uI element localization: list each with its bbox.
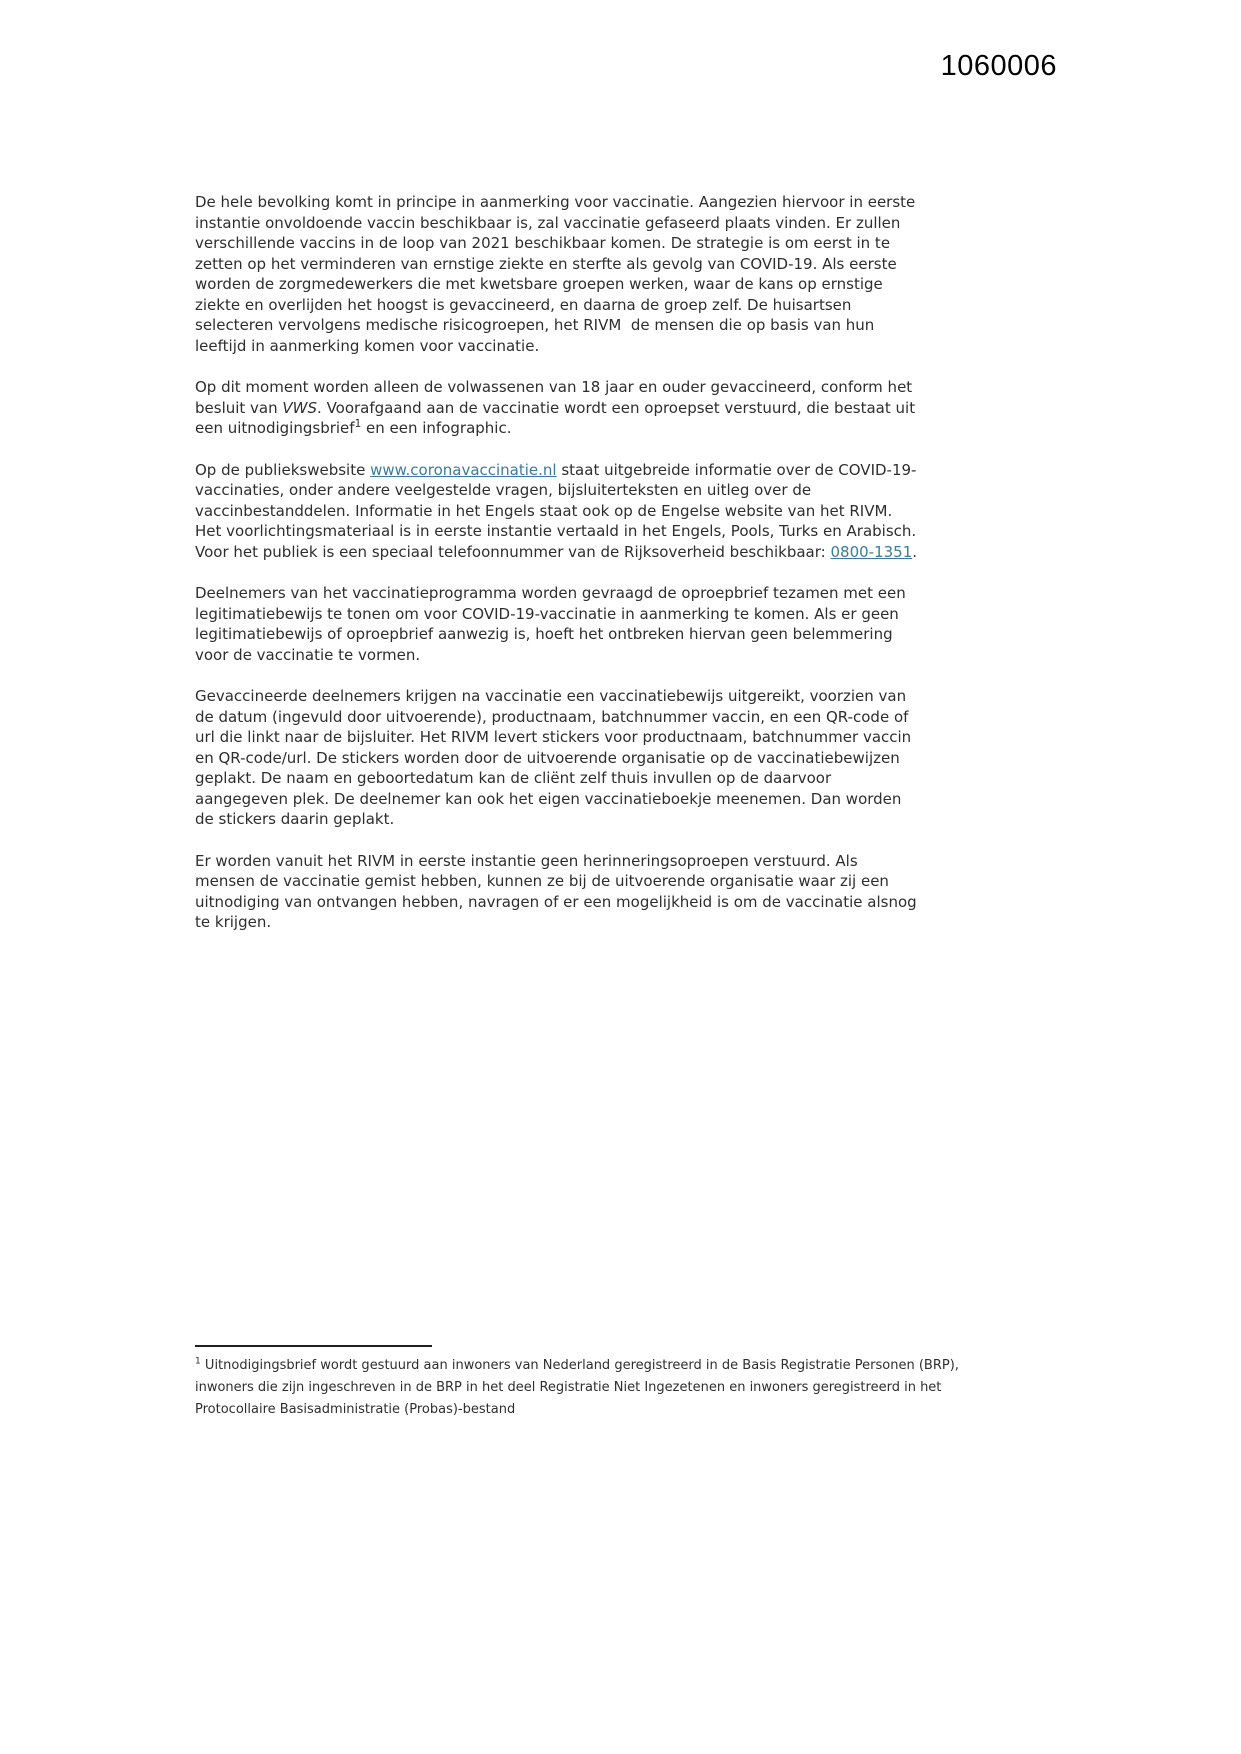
footnote-ref: 1 bbox=[195, 1356, 201, 1367]
paragraph bbox=[195, 686, 919, 830]
text-run: Uitnodigingsbrief wordt gestuurd aan inwoners van Nederland geregistreerd in de Basis Registratie Personen (BRP), inwoners die zijn ingeschreven in de BRP in het deel Registratie Niet Ingezetenen en inwoners geregistreerd in het Protocollaire Basisadministratie (Probas)-bestand bbox=[195, 1358, 959, 1417]
text-run: staat uitgebreide informatie over de COVID-19-vaccinaties, onder andere veelgestelde vragen, bijsluiterteksten en uitleg over de vaccinbestanddelen. Informatie in het Engels staat ook op de Engelse website van het RIVM. Het voorlichtingsmateriaal is in eerste instantie vertaald in het Engels, Pools, Turks en Arabisch. Voor het publiek is een speciaal telefoonnummer van de Rijksoverheid beschikbaar: bbox=[195, 460, 917, 561]
text-run: . Voorafgaand aan de vaccinatie wordt een oproepset verstuurd, die bestaat uit een uitnodigingsbrief bbox=[195, 398, 916, 437]
footnote-text bbox=[195, 1355, 1007, 1421]
text-run: Op dit moment worden alleen de volwassenen van 18 jaar en ouder gevaccineerd, conform het besluit van bbox=[195, 378, 913, 417]
text-run: De hele bevolking komt in principe in aanmerking voor vaccinatie. Aangezien hiervoor in eerste instantie onvoldoende vaccin beschikbaar is, zal vaccinatie gefaseerd plaats vinden. Er zullen verschillende vaccins in de loop van 2021 beschikbaar komen. De strategie is om eerst in te zetten op het verminderen van ernstige ziekte en sterfte als gevolg van COVID-19. Als eerste worden de zorgmedewerkers die met kwetsbare groepen werken, waar de kans op ernstige ziekte en overlijden het hoogst is gevaccineerd, en daarna de groep zelf. De huisartsen selecteren vervolgens medische risicogroepen, het RIVM de mensen die op basis van hun leeftijd in aanmerking komen voor vaccinatie. bbox=[195, 193, 916, 355]
text-run: en een infographic. bbox=[361, 419, 512, 437]
footnote-ref: 1 bbox=[354, 418, 362, 430]
paragraph bbox=[195, 851, 919, 933]
text-run: Er worden vanuit het RIVM in eerste instantie geen herinneringsoproepen verstuurd. Als mensen de vaccinatie gemist hebben, kunnen ze bij de uitvoerende organisatie waar zij een uitnodiging van ontvangen hebben, navragen of er een mogelijkheid is om de vaccinatie alsnog te krijgen. bbox=[195, 851, 917, 931]
footnote bbox=[195, 1345, 1007, 1421]
paragraph bbox=[195, 583, 919, 665]
footnote-separator bbox=[195, 1345, 432, 1347]
text-run: Op de publiekswebsite bbox=[195, 460, 371, 479]
website-link[interactable]: www.coronavaccinatie.nl bbox=[370, 460, 557, 479]
page-number: 1060006 bbox=[940, 50, 1057, 82]
text-run: . bbox=[912, 542, 918, 561]
paragraph bbox=[195, 460, 919, 563]
phone-link[interactable]: 0800-1351 bbox=[830, 542, 913, 561]
text-run: Gevaccineerde deelnemers krijgen na vaccinatie een vaccinatiebewijs uitgereikt, voorzien van de datum (ingevuld door uitvoerende), productnaam, batchnummer vaccin, en een QR-code of url die linkt naar de bijsluiter. Het RIVM levert stickers voor productnaam, batchnummer vaccin en QR-code/url. De stickers worden door de uitvoerende organisatie op de vaccinatiebewijzen geplakt. De naam en geboortedatum kan de cliënt zelf thuis invullen op de daarvoor aangegeven plek. De deelnemer kan ook het eigen vaccinatieboekje meenemen. Dan worden de stickers daarin geplakt. bbox=[195, 687, 912, 828]
text-run: Deelnemers van het vaccinatieprogramma worden gevraagd de oproepbrief tezamen met een legitimatiebewijs te tonen om voor COVID-19-vaccinatie in aanmerking te komen. Als er geen legitimatiebewijs of oproepbrief aanwezig is, hoeft het ontbreken hiervan geen belemmering voor de vaccinatie te vormen. bbox=[195, 584, 906, 664]
italic-text: VWS bbox=[282, 398, 318, 417]
paragraph bbox=[195, 377, 919, 439]
paragraph bbox=[195, 192, 919, 356]
document-body bbox=[195, 192, 919, 954]
